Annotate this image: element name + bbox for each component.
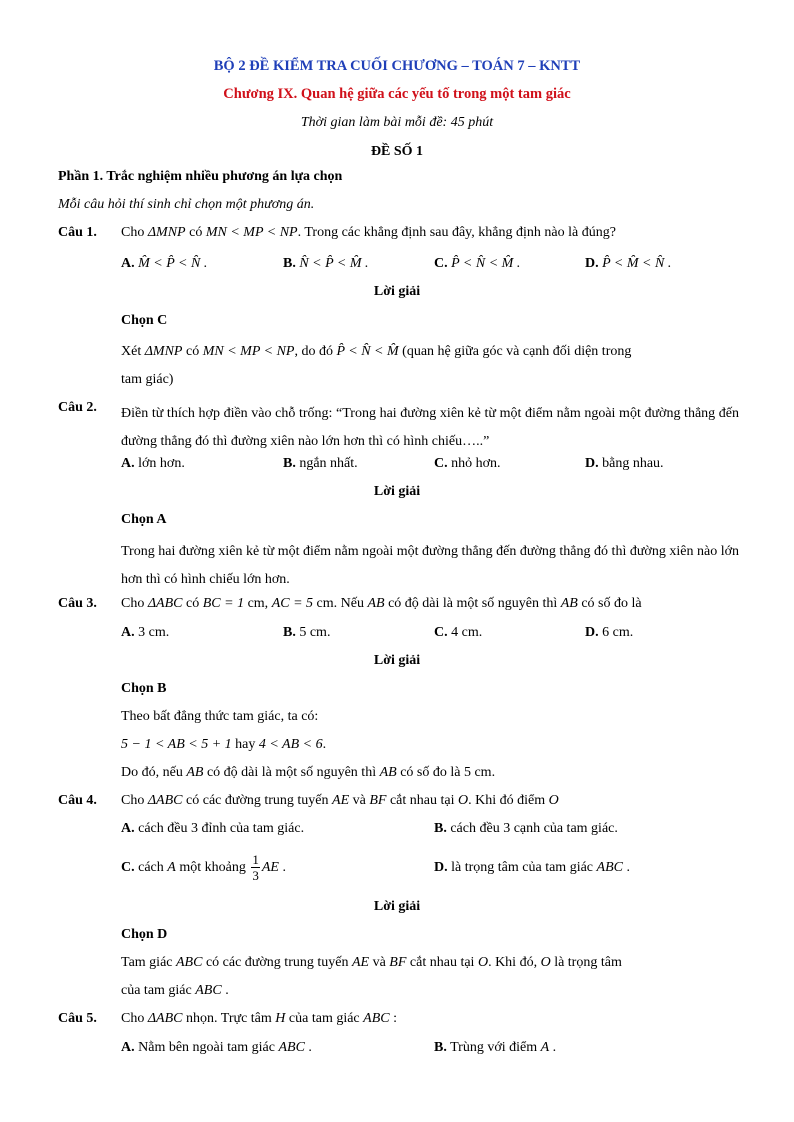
solution-3-line-3: Do đó, nếu AB có độ dài là một số nguyên thì AB có số đo là 5 cm.	[121, 765, 496, 780]
solution-1-line-1: Xét ΔMNP có MN < MP < NP, do đó P̂ < N̂ < M̂ (quan hệ giữa góc và cạnh đối diện trong	[121, 344, 632, 359]
question-4-option-b: B. cách đều 3 cạnh của tam giác.	[434, 821, 618, 836]
question-4-option-d: D. là trọng tâm của tam giác ABC .	[434, 860, 630, 875]
question-5-option-b: B. Trùng với điểm A .	[434, 1040, 557, 1055]
question-1-option-b: B. N̂ < P̂ < M̂ .	[283, 256, 369, 271]
answer-3: Chọn B	[121, 681, 167, 696]
question-2-option-a: A. lớn hơn.	[121, 456, 185, 471]
question-5-option-a: A. Nằm bên ngoài tam giác ABC .	[121, 1040, 312, 1055]
question-1-option-a: A. M̂ < P̂ < N̂ .	[121, 256, 208, 271]
solution-heading-4: Lời giải	[373, 899, 421, 914]
answer-1: Chọn C	[121, 313, 168, 328]
chapter-title: Chương IX. Quan hệ giữa các yếu tố trong một tam giác	[223, 86, 571, 102]
question-2-text: Điền từ thích hợp điền vào chỗ trống: “Trong hai đường xiên kẻ từ một điểm nằm ngoài một đường thẳng đến đường thẳng đó thì đường xiên nào lớn hơn thì có hình chiếu…..”	[121, 406, 739, 449]
question-1-option-d: D. P̂ < M̂ < N̂ .	[585, 256, 672, 271]
solution-3-line-2: 5 − 1 < AB < 5 + 1 hay 4 < AB < 6.	[121, 737, 327, 752]
question-3-option-a: A. 3 cm.	[121, 625, 170, 640]
question-4-text: Cho ΔABC có các đường trung tuyến AE và BF cắt nhau tại O. Khi đó điểm O	[121, 793, 559, 808]
solution-4-line-1: Tam giác ABC có các đường trung tuyến AE và BF cắt nhau tại O. Khi đó, O là trọng tâm	[121, 955, 622, 970]
question-5-text: Cho ΔABC nhọn. Trực tâm H của tam giác ABC :	[121, 1011, 397, 1026]
question-3-option-b: B. 5 cm.	[283, 625, 331, 640]
answer-2: Chọn A	[121, 512, 167, 527]
question-4-label: Câu 4.	[58, 793, 97, 808]
solution-2-text: Trong hai đường xiên kẻ từ một điểm nằm ngoài một đường thẳng đến đường thẳng đó thì đường xiên nào lớn hơn thì có hình chiếu lớn hơn.	[121, 544, 739, 587]
solution-3-line-1: Theo bất đẳng thức tam giác, ta có:	[121, 709, 319, 724]
question-2-option-b: B. ngắn nhất.	[283, 456, 358, 471]
question-1-text: Cho ΔMNP có MN < MP < NP. Trong các khẳng định sau đây, khẳng định nào là đúng?	[121, 225, 616, 240]
question-1-option-c: C. P̂ < N̂ < M̂ .	[434, 256, 521, 271]
question-2-option-c: C. nhỏ hơn.	[434, 456, 501, 471]
time-limit: Thời gian làm bài mỗi đề: 45 phút	[300, 115, 494, 130]
document-title: BỘ 2 ĐỀ KIỂM TRA CUỐI CHƯƠNG – TOÁN 7 – KNTT	[213, 58, 581, 74]
question-4-option-c: C. cách A một khoảng $\frac{1}{3}$ AE .	[121, 852, 286, 884]
solution-heading-3: Lời giải	[373, 653, 421, 668]
exam-number: ĐỀ SỐ 1	[370, 144, 424, 159]
question-3-option-d: D. 6 cm.	[585, 625, 634, 640]
solution-1-line-2: tam giác)	[121, 372, 174, 387]
question-3-option-c: C. 4 cm.	[434, 625, 483, 640]
question-5-label: Câu 5.	[58, 1011, 97, 1026]
solution-heading-1: Lời giải	[373, 284, 421, 299]
question-3-text: Cho ΔABC có BC = 1 cm, AC = 5 cm. Nếu AB có độ dài là một số nguyên thì AB có số đo là	[121, 596, 642, 611]
question-2-option-d: D. bằng nhau.	[585, 456, 664, 471]
answer-4: Chọn D	[121, 927, 168, 942]
solution-4-line-2: của tam giác ABC .	[121, 983, 229, 998]
part1-instruction: Mỗi câu hỏi thí sinh chỉ chọn một phương án.	[58, 197, 315, 212]
question-1-label: Câu 1.	[58, 225, 97, 240]
question-3-label: Câu 3.	[58, 596, 97, 611]
question-2-label: Câu 2.	[58, 400, 97, 415]
part1-title: Phần 1. Trắc nghiệm nhiều phương án lựa chọn	[58, 169, 343, 184]
solution-heading-2: Lời giải	[373, 484, 421, 499]
fraction-one-third: $\frac{1}{3}$	[252, 852, 259, 884]
question-4-option-a: A. cách đều 3 đỉnh của tam giác.	[121, 821, 305, 836]
